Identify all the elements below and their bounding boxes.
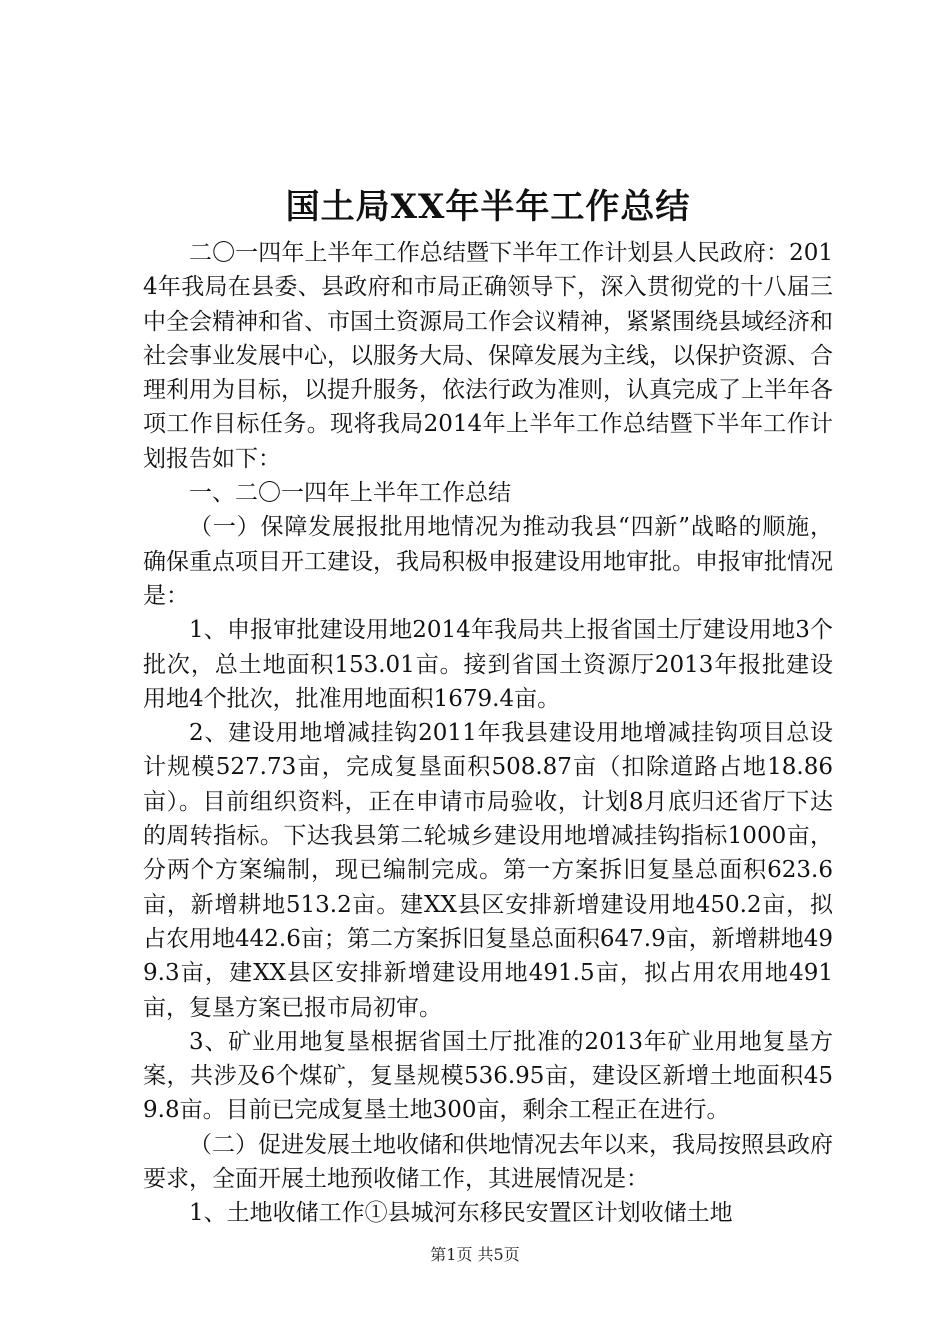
paragraph-intro: 二〇一四年上半年工作总结暨下半年工作计划县人民政府：2014年我局在县委、县政府和市局正确领导下，深入贯彻党的十八届三中全会精神和省、市国土资源局工作会议精神，紧紧围绕县域经济和社会事业发展中心，以服务大局、保障发展为主线，以保护资源、合理利用为目标，以提升服务，依法行政为准则，认真完成了上半年各项工作目标任务。现将我局2014年上半年工作总结暨下半年工作计划报告如下： [143, 240, 833, 472]
document-title: 国土局XX年半年工作总结 [285, 187, 691, 227]
paragraph-subsection-2: （二）促进发展土地收储和供地情况去年以来，我局按照县政府要求，全面开展土地预收储工作，其进展情况是： [143, 1131, 833, 1193]
page-footer: 第1页 共5页 [430, 1245, 520, 1264]
section-heading-1: 一、二〇一四年上半年工作总结 [189, 480, 511, 507]
paragraph-item-2: 2、建设用地增减挂钩2011年我县建设用地增减挂钩项目总设计规模527.73亩，完成复垦面积508.87亩（扣除道路占地18.86亩）。目前组织资料，正在申请市局验收，计划8月底归还省厅下达的周转指标。下达我县第二轮城乡建设用地增减挂钩指标1000亩，分两个方案编制，现已编制完成。第一方案拆旧复垦总面积623.6亩，新增耕地513.2亩。建XX县区安排新增建设用地450.2亩，拟占农用地442.6亩；第二方案拆旧复垦总面积647.9亩，新增耕地499.3亩，建XX县区安排新增建设用地491.5亩，拟占用农用地491亩，复垦方案已报市局初审。 [143, 720, 833, 1021]
paragraph-subsection-1: （一）保障发展报批用地情况为推动我县“四新”战略的顺施，确保重点项目开工建设，我局积极申报建设用地审批。申报审批情况是： [143, 514, 833, 609]
paragraph-item-1: 1、申报审批建设用地2014年我局共上报省国土厅建设用地3个批次，总土地面积153.01亩。接到省国土资源厅2013年报批建设用地4个批次，批准用地面积1679.4亩。 [143, 617, 833, 712]
paragraph-item-3: 3、矿业用地复垦根据省国土厅批准的2013年矿业用地复垦方案，共涉及6个煤矿，复垦规模536.95亩，建设区新增土地面积459.8亩。目前已完成复垦土地300亩，剩余工程正在进行。 [143, 1028, 833, 1124]
paragraph-item-4: 1、土地收储工作①县城河东移民安置区计划收储土地 [189, 1200, 733, 1227]
document-page [143, 182, 833, 1231]
